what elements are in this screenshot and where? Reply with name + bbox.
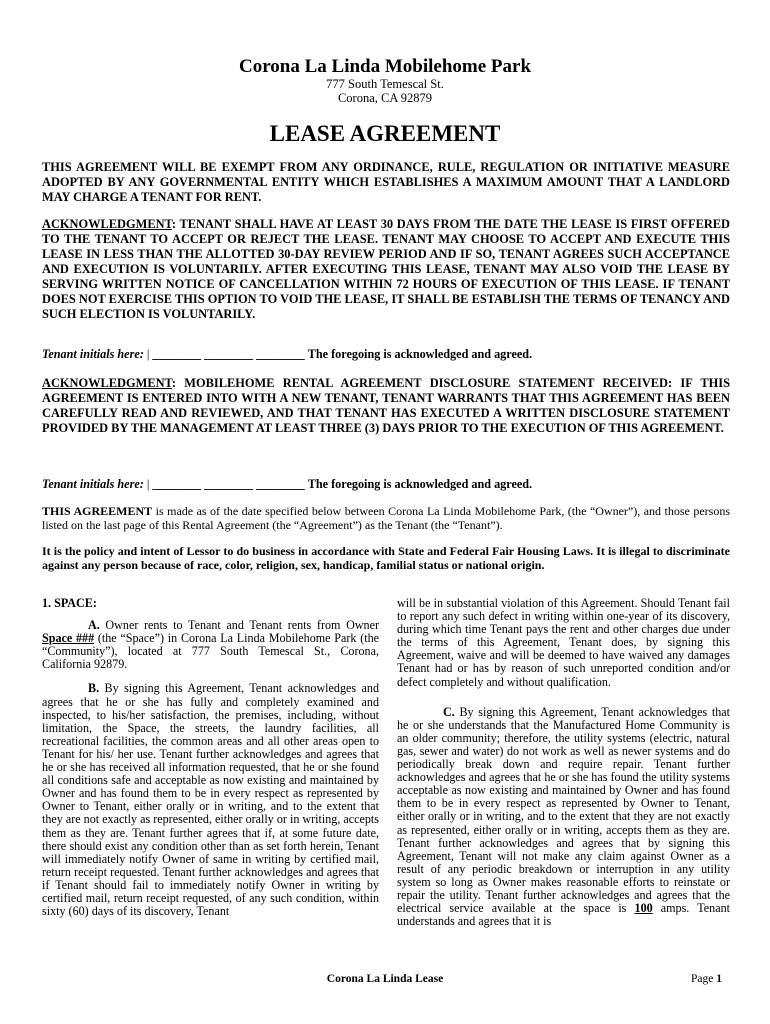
- intro-lead: THIS AGREEMENT: [42, 504, 153, 518]
- acknowledgment-label: ACKNOWLEDGMENT: [42, 217, 172, 231]
- clause-text: (the “Space”) in Corona La Linda Mobilehome Park (the “Community”), located at 777 South Temescal St., Corona, California 92879.: [42, 631, 379, 672]
- acknowledgment-disclosure: [42, 376, 730, 436]
- fair-housing-policy: It is the policy and intent of Lessor to do business in accordance with State and Federal Fair Housing Laws. It is illegal to discriminate against any person because of race, color, religion, sex, handicap, familial status or national origin.: [42, 544, 730, 572]
- clause-text: Owner rents to Tenant and Tenant rents from Owner: [99, 618, 379, 633]
- clause-text: By signing this Agreement, Tenant acknowledges that he or she understands that the Manufactured Home Community is an older community; therefore, the utility systems (electric, natural gas, sewer and water) do not work as well as newer systems and do periodically break down and require repair. Tenant further acknowledges and agrees that he or she has found the utility systems acceptable as now existing and maintained by Owner and has found them to be in every respect as represented by Owner to Tenant, either orally or in writing, and to the extent that they are not exactly as represented, either orally or in writing, accepts them as they are. Tenant further acknowledges and agrees that by signing this Agreement, Tenant will not make any claim against Owner as a result of any periodic breakdown or interruption in any utility system so long as Owner makes reasonable efforts to reinstate or repair the utility. Tenant further acknowledges and agrees that the electrical service available at the space is: [397, 704, 730, 916]
- clause-label: B.: [88, 681, 100, 696]
- initials-line-2: [42, 477, 730, 492]
- clause-text: amps. Tenant understands and agrees that it is: [397, 901, 730, 929]
- park-address: [0, 78, 770, 105]
- initials-bar: |: [146, 347, 150, 361]
- section-1a: [42, 619, 379, 671]
- acknowledgment-label: ACKNOWLEDGMENT: [42, 376, 172, 390]
- park-name: Corona La Linda Mobilehome Park: [238, 56, 532, 77]
- acknowledgment-text: : TENANT SHALL HAVE AT LEAST 30 DAYS FROM THE DATE THE LEASE IS FIRST OFFERED TO THE TENANT TO ACCEPT OR REJECT THE LEASE. TENANT MAY CHOOSE TO ACCEPT AND EXECUTE THIS LEASE IN LESS THAN THE ALLOTTED 30-DAY REVIEW PERIOD AND IF SO, TENANT AGREES SUCH ACCEPTANCE AND EXECUTION IS VOLUNTARILY. AFTER EXECUTING THIS LEASE, TENANT MAY ALSO VOID THE LEASE BY SERVING WRITTEN NOTICE OF CANCELLATION WITHIN 72 HOURS OF EXECUTION OF THIS LEASE. IF TENANT DOES NOT EXERCISE THIS OPTION TO VOID THE LEASE, IT SHALL BE ESTABLISH THE TERMS OF TENANCY AND SUCH ELECTION IS VOLUNTARILY.: [42, 217, 730, 321]
- initials-statement: The foregoing is acknowledged and agreed.: [307, 477, 533, 491]
- left-column: [42, 597, 379, 918]
- section-1c: [397, 706, 730, 929]
- acknowledgment-text: : MOBILEHOME RENTAL AGREEMENT DISCLOSURE STATEMENT RECEIVED: IF THIS AGREEMENT IS ENTERED INTO WITH A NEW TENANT, TENANT WARRANTS THAT THIS AGREEMENT HAS BEEN CAREFULLY READ AND REVIEWED, AND THAT TENANT HAS EXECUTED A WRITTEN DISCLOSURE STATEMENT PROVIDED BY THE MANAGEMENT AT LEAST THREE (3) DAYS PRIOR TO THE EXECUTION OF THIS AGREEMENT.: [42, 376, 730, 435]
- exempt-notice: THIS AGREEMENT WILL BE EXEMPT FROM ANY ORDINANCE, RULE, REGULATION OR INITIATIVE MEASURE ADOPTED BY ANY GOVERNMENTAL ENTITY WHICH ESTABLISHES A MAXIMUM AMOUNT THAT A LANDLORD MAY CHARGE A TENANT FOR RENT.: [42, 160, 730, 204]
- initials-bar: |: [146, 477, 150, 491]
- section-1b: [42, 682, 379, 918]
- right-column: [397, 597, 730, 928]
- initials-blanks[interactable]: ________ ________ ________: [152, 347, 305, 361]
- clause-label: C.: [443, 704, 455, 719]
- intro-paragraph: [42, 504, 730, 532]
- initials-blanks[interactable]: ________ ________ ________: [152, 477, 305, 491]
- footer-title: Corona La Linda Lease: [326, 973, 444, 985]
- initials-label: Tenant initials here:: [42, 347, 144, 361]
- clause-label: A.: [88, 618, 100, 633]
- page-number: Page 1: [691, 973, 722, 985]
- intro-text: is made as of the date specified below between Corona La Linda Mobilehome Park, (the “Owner”), and those persons listed on the last page of this Rental Agreement (the “Agreement”) as the Tenant (the “Tenant”).: [42, 504, 730, 532]
- address-line-1: 777 South Temescal St.: [326, 77, 444, 91]
- amps-value: 100: [634, 901, 653, 916]
- section-1b-continued: will be in substantial violation of this Agreement. Should Tenant fail to report any such defect in writing within one-year of its discovery, during which time Tenant pays the rent and other charges due under the terms of this Agreement, Tenant does, by signing this Agreement, waive and will be deemed to have waived any damages Tenant had or has by reason of such unreported condition and/or defect completely and without qualification.: [397, 596, 730, 689]
- acknowledgment-30-days: [42, 217, 730, 322]
- section-1-heading: 1. SPACE:: [42, 596, 97, 610]
- document-title: LEASE AGREEMENT: [269, 121, 501, 146]
- clause-text: By signing this Agreement, Tenant acknowledges and agrees that he or she has fully and completely examined and inspected, to his/her satisfaction, the premises, including, without limitation, the Space, the streets, the laundry facilities, all recreational facilities, the common areas and all other areas open to Tenant for his/ her use. Tenant further acknowledges and agrees that he or she has received all information requested, that he or she found all conditions safe and acceptable as now existing and maintained by Owner and has found them to be in every respect as represented by Owner to Tenant, either orally or in writing, and to the extent that they are not exactly as represented, either orally or in writing, accepts them as they are. Tenant further agrees that if, at some future date, there should exist any condition other than as set forth herein, Tenant will immediately notify Owner of same in writing by certified mail, return receipt requested. Tenant further acknowledges and agrees that if Tenant should fail to immediately notify Owner in writing by certified mail, return receipt requested, of any such condition, within sixty (60) days of its discovery, Tenant: [42, 681, 379, 919]
- initials-label: Tenant initials here:: [42, 477, 144, 491]
- initials-statement: The foregoing is acknowledged and agreed.: [307, 347, 533, 361]
- space-number: Space ###: [42, 631, 95, 646]
- address-line-2: Corona, CA 92879: [337, 90, 433, 105]
- initials-line-1: [42, 347, 730, 362]
